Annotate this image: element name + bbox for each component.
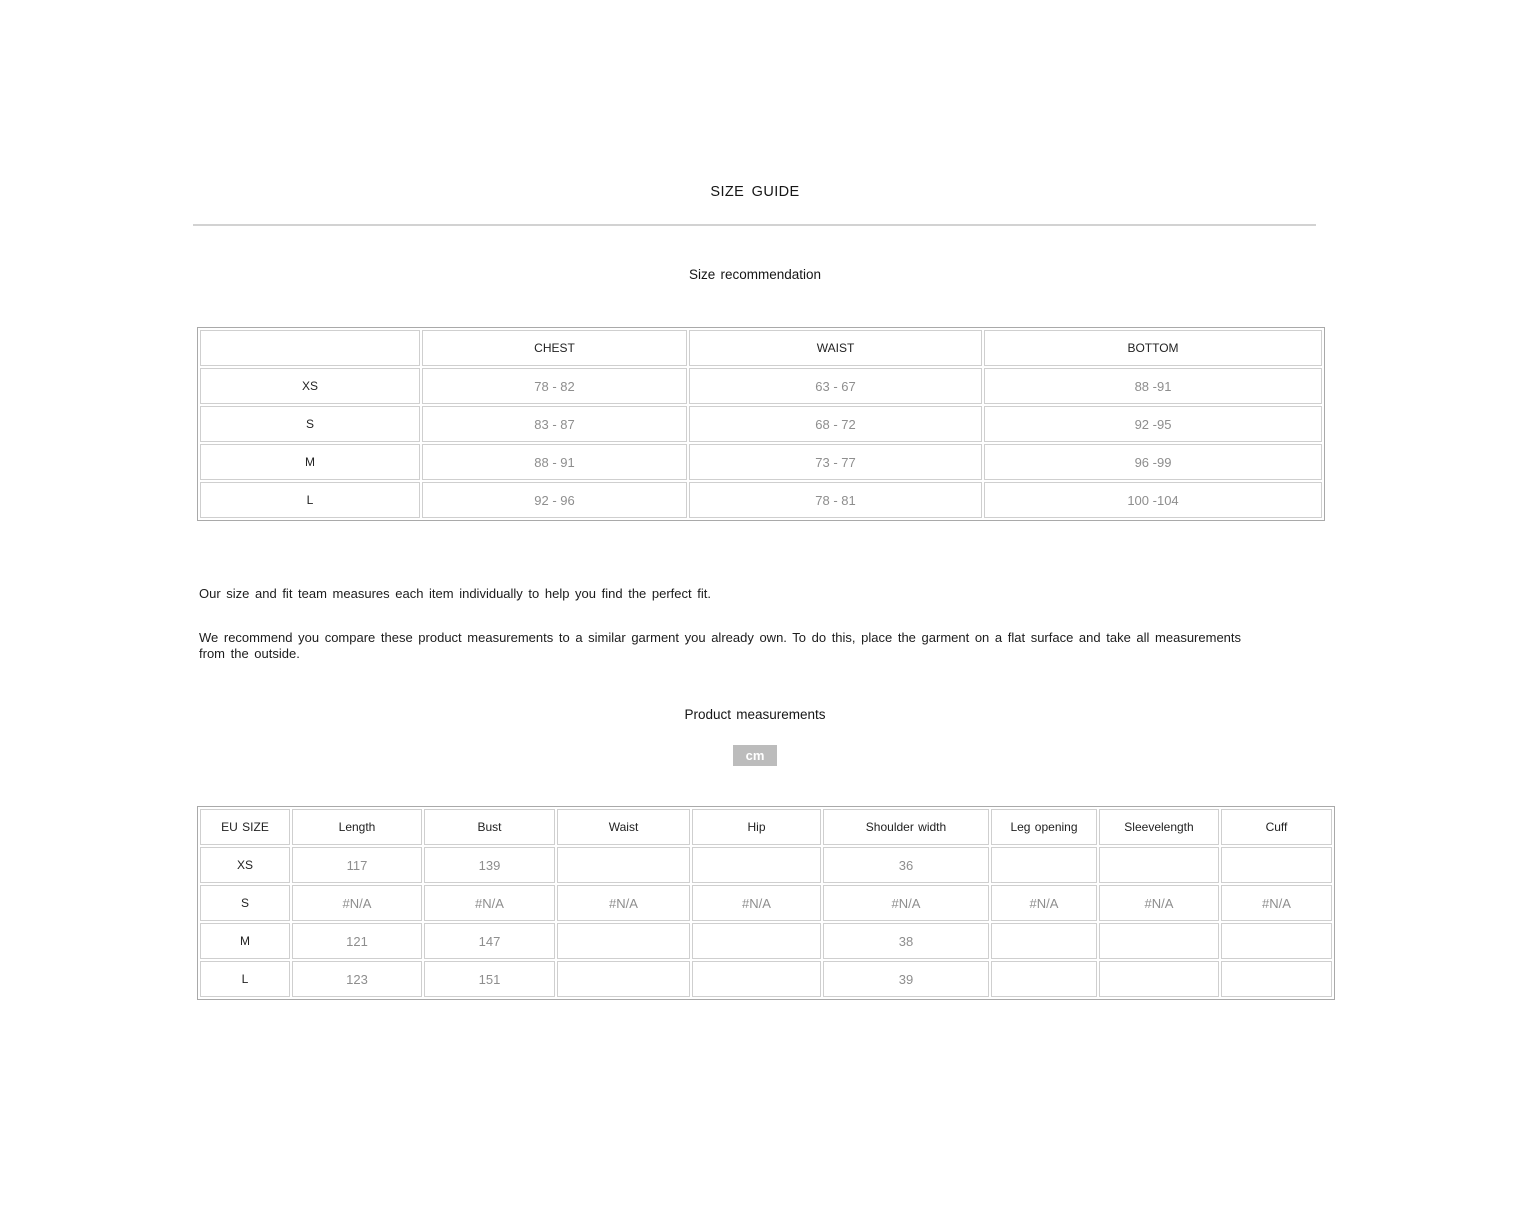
measure-value bbox=[1099, 923, 1219, 959]
waist-value: 68 - 72 bbox=[689, 406, 982, 442]
measure-value: 117 bbox=[292, 847, 422, 883]
measure-value: 39 bbox=[823, 961, 989, 997]
measure-value: #N/A bbox=[1099, 885, 1219, 921]
chest-value: 78 - 82 bbox=[422, 368, 687, 404]
size-label: XS bbox=[200, 368, 420, 404]
size-rec-header-bottom: BOTTOM bbox=[984, 330, 1322, 366]
waist-value: 73 - 77 bbox=[689, 444, 982, 480]
unit-row bbox=[197, 745, 1313, 766]
table-row bbox=[200, 444, 1322, 480]
fit-team-paragraph: Our size and fit team measures each item individually to help you find the perfect fit. bbox=[199, 586, 711, 601]
size-rec-header-row bbox=[200, 330, 1322, 366]
table-row bbox=[200, 885, 1332, 921]
size-label: M bbox=[200, 444, 420, 480]
measure-value bbox=[692, 847, 821, 883]
bottom-value: 96 -99 bbox=[984, 444, 1322, 480]
size-rec-header-empty bbox=[200, 330, 420, 366]
measure-value bbox=[1221, 847, 1332, 883]
table-row bbox=[200, 406, 1322, 442]
size-label: XS bbox=[200, 847, 290, 883]
measure-value: 36 bbox=[823, 847, 989, 883]
header-cuff: Cuff bbox=[1221, 809, 1332, 845]
unit-toggle-cm-button[interactable]: cm bbox=[733, 745, 778, 766]
header-waist: Waist bbox=[557, 809, 690, 845]
waist-value: 78 - 81 bbox=[689, 482, 982, 518]
measure-value: 151 bbox=[424, 961, 555, 997]
size-label: L bbox=[200, 961, 290, 997]
bottom-value: 100 -104 bbox=[984, 482, 1322, 518]
measure-value bbox=[1099, 961, 1219, 997]
measure-value bbox=[557, 847, 690, 883]
bottom-value: 88 -91 bbox=[984, 368, 1322, 404]
header-sleeve-length: Sleevelength bbox=[1099, 809, 1219, 845]
header-shoulder-width: Shoulder width bbox=[823, 809, 989, 845]
chest-value: 92 - 96 bbox=[422, 482, 687, 518]
page-title: SIZE GUIDE bbox=[710, 184, 800, 200]
header-bust: Bust bbox=[424, 809, 555, 845]
table-row bbox=[200, 847, 1332, 883]
chest-value: 88 - 91 bbox=[422, 444, 687, 480]
bottom-value: 92 -95 bbox=[984, 406, 1322, 442]
section-title-size-recommendation: Size recommendation bbox=[688, 267, 822, 282]
header-hip: Hip bbox=[692, 809, 821, 845]
table-row bbox=[200, 923, 1332, 959]
title-divider bbox=[193, 224, 1316, 226]
table-row bbox=[200, 961, 1332, 997]
size-label: S bbox=[200, 885, 290, 921]
measure-value bbox=[557, 961, 690, 997]
size-rec-header-chest: CHEST bbox=[422, 330, 687, 366]
chest-value: 83 - 87 bbox=[422, 406, 687, 442]
measure-value: #N/A bbox=[424, 885, 555, 921]
measure-value: #N/A bbox=[1221, 885, 1332, 921]
header-eu-size: EU SIZE bbox=[200, 809, 290, 845]
waist-value: 63 - 67 bbox=[689, 368, 982, 404]
measure-value bbox=[1221, 961, 1332, 997]
section-title-product-measurements: Product measurements bbox=[684, 707, 826, 722]
table-row bbox=[200, 482, 1322, 518]
product-meas-header-row bbox=[200, 809, 1332, 845]
measure-value: 147 bbox=[424, 923, 555, 959]
measure-value bbox=[991, 961, 1097, 997]
measure-instructions-paragraph: We recommend you compare these product measurements to a similar garment you already own. To do this, place the garment on a flat surface and take all measurements from the outside. bbox=[199, 630, 1242, 661]
measure-value bbox=[692, 923, 821, 959]
measure-value: #N/A bbox=[823, 885, 989, 921]
measure-value: #N/A bbox=[692, 885, 821, 921]
header-length: Length bbox=[292, 809, 422, 845]
measure-value bbox=[557, 923, 690, 959]
measure-value: #N/A bbox=[991, 885, 1097, 921]
header-leg-opening: Leg opening bbox=[991, 809, 1097, 845]
measure-value bbox=[692, 961, 821, 997]
measure-value: 123 bbox=[292, 961, 422, 997]
size-label: M bbox=[200, 923, 290, 959]
measure-value: #N/A bbox=[557, 885, 690, 921]
product-measurements-table bbox=[197, 806, 1335, 1000]
measure-value bbox=[991, 923, 1097, 959]
measure-value bbox=[991, 847, 1097, 883]
size-recommendation-table bbox=[197, 327, 1325, 521]
measure-value: #N/A bbox=[292, 885, 422, 921]
size-rec-header-waist: WAIST bbox=[689, 330, 982, 366]
measure-value: 38 bbox=[823, 923, 989, 959]
measure-value: 139 bbox=[424, 847, 555, 883]
measure-value: 121 bbox=[292, 923, 422, 959]
measure-value bbox=[1221, 923, 1332, 959]
size-label: S bbox=[200, 406, 420, 442]
table-row bbox=[200, 368, 1322, 404]
size-label: L bbox=[200, 482, 420, 518]
measure-value bbox=[1099, 847, 1219, 883]
